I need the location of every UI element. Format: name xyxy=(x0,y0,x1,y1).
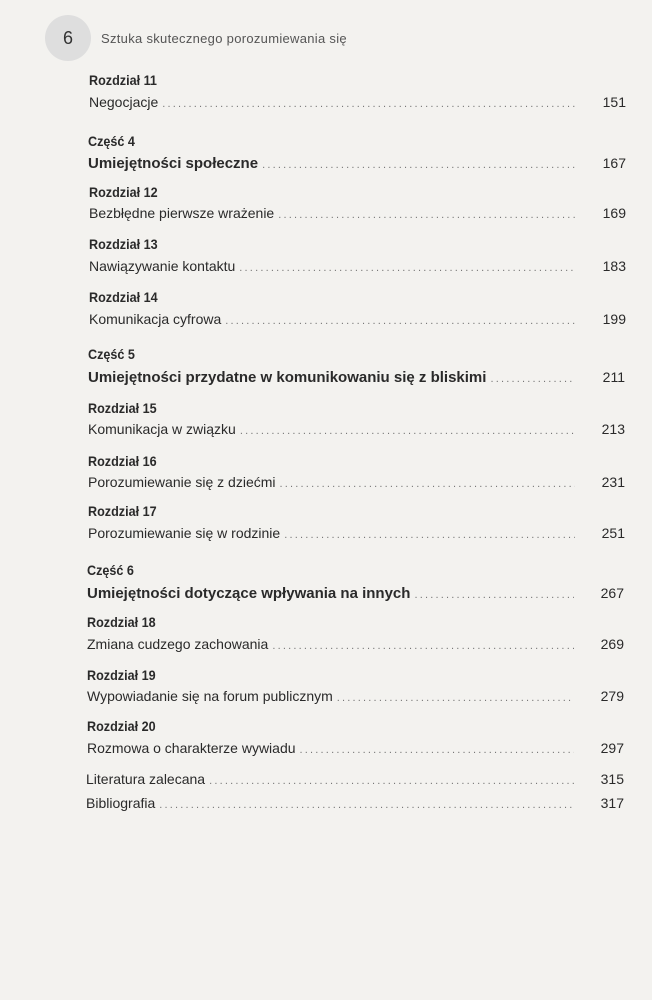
toc-page-number: 279 xyxy=(600,688,624,704)
running-header-title: Sztuka skutecznego porozumiewania się xyxy=(101,31,347,46)
toc-section-label: Część 6 xyxy=(87,562,134,578)
toc-page-number: 199 xyxy=(602,311,626,327)
toc-entry[interactable] xyxy=(87,740,624,756)
toc-section-label: Rozdział 17 xyxy=(88,503,157,519)
toc-entry-title: Komunikacja cyfrowa xyxy=(89,311,222,327)
toc-entry[interactable] xyxy=(87,585,624,602)
toc-entry[interactable] xyxy=(87,688,624,704)
dot-leader xyxy=(300,744,574,756)
toc-entry[interactable] xyxy=(88,474,625,490)
toc-page-number: 167 xyxy=(602,155,626,171)
toc-page-number: 211 xyxy=(602,369,625,385)
toc-entry-title: Porozumiewanie się z dziećmi xyxy=(88,474,276,490)
dot-leader xyxy=(159,799,574,811)
toc-section-label: Rozdział 13 xyxy=(89,236,158,252)
dot-leader xyxy=(272,640,574,652)
toc-section-label: Rozdział 16 xyxy=(88,453,157,469)
toc-entry-title: Rozmowa o charakterze wywiadu xyxy=(87,740,296,756)
toc-entry[interactable] xyxy=(88,155,626,172)
dot-leader xyxy=(162,98,576,110)
toc-entry[interactable] xyxy=(88,525,625,541)
toc-entry-title: Bibliografia xyxy=(86,795,156,811)
dot-leader xyxy=(337,692,574,704)
toc-entry[interactable] xyxy=(88,421,625,437)
dot-leader xyxy=(240,425,575,437)
toc-entry[interactable] xyxy=(88,369,625,386)
toc-section-label: Rozdział 15 xyxy=(88,400,157,416)
toc-section-label: Rozdział 19 xyxy=(87,667,156,683)
toc-entry-title: Negocjacje xyxy=(89,94,159,110)
toc-entry-title: Umiejętności społeczne xyxy=(88,155,259,172)
toc-section-label: Rozdział 12 xyxy=(89,184,158,200)
toc-entry[interactable] xyxy=(86,771,624,787)
toc-entry-title: Nawiązywanie kontaktu xyxy=(89,258,236,274)
toc-page-number: 169 xyxy=(602,205,626,221)
toc-section-label: Rozdział 11 xyxy=(89,72,157,88)
toc-entry-title: Porozumiewanie się w rodzinie xyxy=(88,525,281,541)
toc-page-number: 231 xyxy=(601,474,625,490)
dot-leader xyxy=(262,159,576,171)
toc-entry[interactable] xyxy=(86,795,624,811)
toc-page-number: 151 xyxy=(602,94,626,110)
toc-page-number: 317 xyxy=(600,795,624,811)
toc-entry-title: Umiejętności dotyczące wpływania na innych xyxy=(87,585,411,602)
toc-entry[interactable] xyxy=(89,258,626,274)
toc-entry[interactable] xyxy=(89,311,626,327)
toc-section-label: Część 4 xyxy=(88,133,135,149)
dot-leader xyxy=(225,315,576,327)
toc-entry-title: Bezbłędne pierwsze wrażenie xyxy=(89,205,275,221)
toc-page-number: 269 xyxy=(600,636,624,652)
toc-page-number: 315 xyxy=(600,771,624,787)
toc-entry[interactable] xyxy=(87,636,624,652)
toc-page-number: 183 xyxy=(602,258,626,274)
dot-leader xyxy=(284,529,575,541)
toc-page-number: 251 xyxy=(601,525,625,541)
toc-section-label: Rozdział 14 xyxy=(89,289,158,305)
page-number: 6 xyxy=(62,27,73,48)
toc-section-label: Rozdział 20 xyxy=(87,718,156,734)
toc-page-number: 213 xyxy=(601,421,625,437)
toc-page-number: 297 xyxy=(600,740,624,756)
toc-entry[interactable] xyxy=(89,94,626,110)
toc-entry-title: Literatura zalecana xyxy=(86,771,206,787)
dot-leader xyxy=(278,209,576,221)
toc-section-label: Rozdział 18 xyxy=(87,614,156,630)
dot-leader xyxy=(280,478,575,490)
toc-section-label: Część 5 xyxy=(88,346,135,362)
dot-leader xyxy=(414,589,574,601)
toc-entry[interactable] xyxy=(89,205,626,221)
toc-entry-title: Wypowiadanie się na forum publicznym xyxy=(87,688,333,704)
toc-entry-title: Zmiana cudzego zachowania xyxy=(87,636,269,652)
dot-leader xyxy=(490,373,575,385)
toc-page-number: 267 xyxy=(600,585,624,601)
toc-entry-title: Umiejętności przydatne w komunikowaniu się z bliskimi xyxy=(88,369,487,386)
dot-leader xyxy=(239,262,576,274)
toc-entry-title: Komunikacja w związku xyxy=(88,421,236,437)
dot-leader xyxy=(209,775,574,787)
